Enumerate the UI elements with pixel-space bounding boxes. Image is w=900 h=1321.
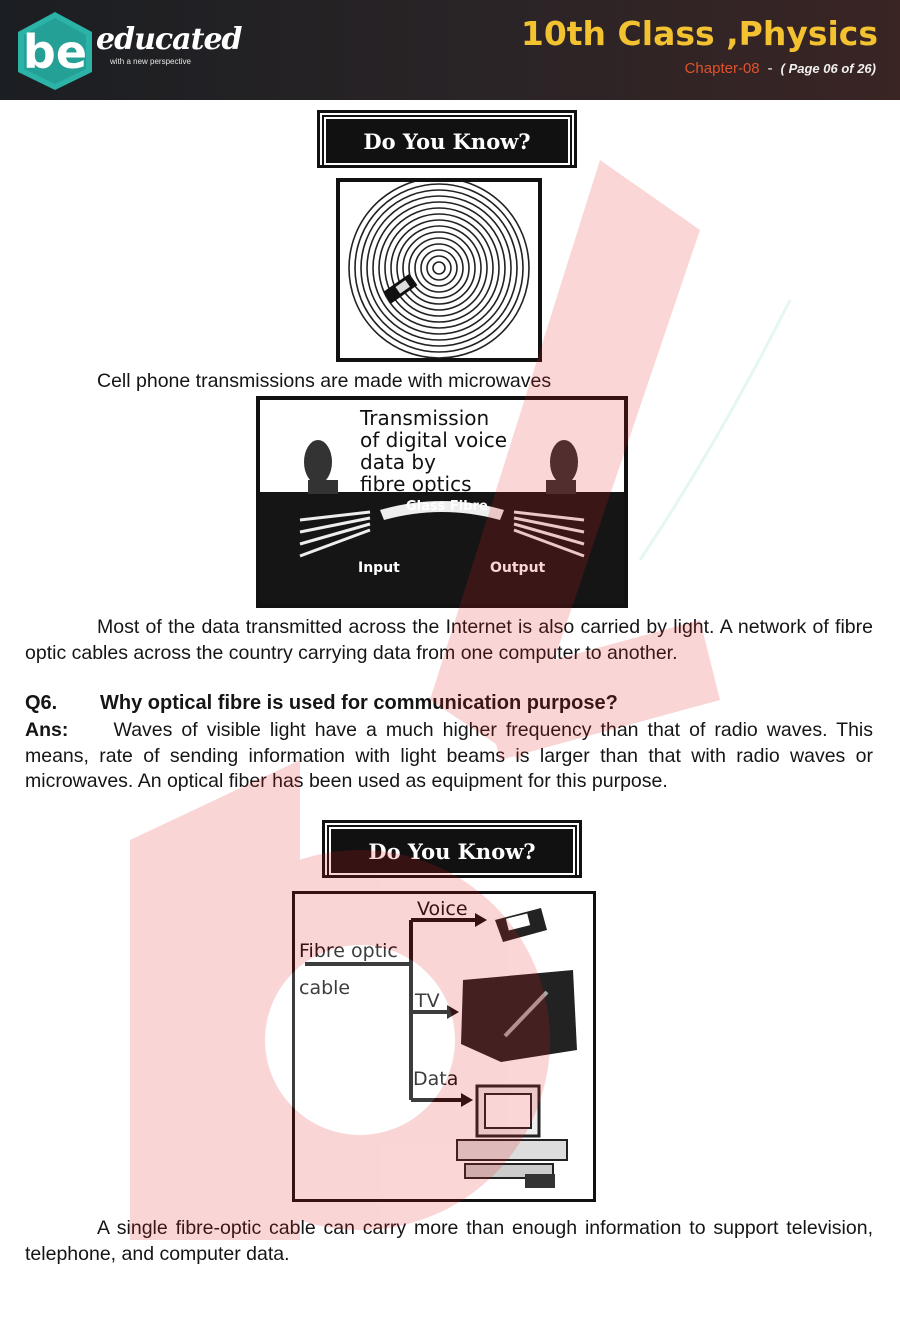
chapter-label: Chapter-08	[684, 60, 760, 77]
page-header	[0, 0, 900, 100]
separator: -	[767, 60, 773, 77]
fibre-title-line-3: data by	[360, 450, 436, 474]
cable-label-1: Fibre optic	[299, 940, 398, 962]
class-title: 10th Class ,Physics	[520, 14, 878, 53]
tv-icon	[461, 970, 577, 1062]
do-you-know-box-2	[322, 820, 582, 878]
microwave-rings-image	[340, 182, 538, 358]
do-you-know-title: Do You Know?	[324, 117, 570, 165]
input-label: Input	[358, 560, 400, 576]
telephone-icon	[495, 908, 547, 942]
fibre-title-line-4: fibre optics	[360, 472, 472, 496]
cable-label-2: cable	[299, 977, 351, 999]
answer-text: Waves of visible light have a much higher frequency than that of radio waves. This means, rate of sending information with light beams is larger than that with radio waves or microwaves. An optical fiber has been used as equipment for this purpose.	[25, 719, 874, 792]
question-number: Q6.	[25, 692, 58, 714]
data-label: Data	[413, 1068, 459, 1090]
question-text: Why optical fibre is used for communication purpose?	[100, 692, 618, 714]
answer-label: Ans:	[25, 719, 69, 741]
logo-tagline: with a new perspective	[110, 57, 191, 66]
glass-fibre-label: Glass Fibre	[406, 499, 488, 514]
answer-6	[25, 718, 873, 795]
fibre-title-line-1: Transmission	[360, 406, 490, 430]
page-number: ( Page 06 of 26)	[780, 61, 876, 76]
question-6	[25, 692, 618, 715]
logo-text: educated	[96, 22, 242, 57]
figure-caption: Cell phone transmissions are made with microwaves	[97, 370, 552, 392]
fibre-optics-figure	[256, 396, 628, 608]
logo-icon	[14, 10, 96, 92]
paragraph-single-cable: A single fibre-optic cable can carry more than enough information to support television, telephone, and computer data.	[25, 1217, 873, 1265]
svg-text:be: be	[22, 25, 88, 79]
do-you-know-box	[317, 110, 577, 168]
tv-label: TV	[415, 990, 440, 1012]
fibre-title-line-2: of digital voice	[360, 428, 508, 452]
voice-label: Voice	[417, 898, 468, 920]
fibre-uses-diagram	[292, 891, 596, 1202]
do-you-know-title-2: Do You Know?	[329, 827, 575, 875]
computer-icon	[457, 1086, 567, 1188]
paragraph-internet: Most of the data transmitted across the Internet is also carried by light. A network of fibre optic cables across the country carrying data from one computer to another.	[25, 616, 873, 664]
microwave-figure	[336, 178, 542, 362]
output-label: Output	[490, 560, 546, 576]
chapter-line	[685, 60, 876, 77]
